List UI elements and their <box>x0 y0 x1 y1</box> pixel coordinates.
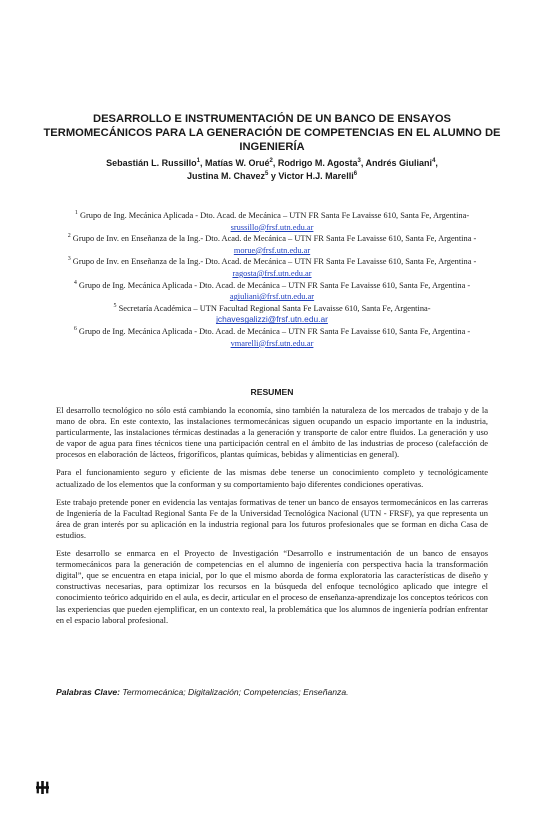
affiliation-sup: 5 <box>113 302 117 309</box>
author-name: Justina M. Chavez <box>186 171 265 181</box>
affiliation <box>60 303 484 326</box>
keywords-line <box>56 687 488 697</box>
paper-title: DESARROLLO E INSTRUMENTACIÓN DE UN BANCO DE ENSAYOS TERMOMECÁNICOS PARA LA GENERACIÓN DE COMPETENCIAS EN EL ALUMNO DE INGENIERÍA <box>43 113 501 153</box>
affiliation-text: Grupo de Inv. en Enseñanza de la Ing.- Dto. Acad. de Mecánica – UTN FR Santa Fe Lavaisse 610, Santa Fe, Argentina - <box>72 234 477 244</box>
affiliation-text: Grupo de Ing. Mecánica Aplicada - Dto. Acad. de Mecánica – UTN FR Santa Fe Lavaisse 610, Santa Fe, Argentina - <box>78 280 471 290</box>
email-link[interactable]: srussillo@frsf.utn.edu.ar <box>230 222 314 232</box>
author-sup: 6 <box>353 171 358 177</box>
affiliation <box>60 210 484 233</box>
author-sup: 1 <box>196 158 200 164</box>
author-sup: 5 <box>264 171 269 177</box>
affiliation-sup: 3 <box>67 256 71 263</box>
author-sup: 3 <box>357 158 361 164</box>
keywords-label: Palabras Clave: <box>56 687 121 697</box>
email-link[interactable]: vmarelli@frsf.utn.edu.ar <box>230 338 314 348</box>
affiliation <box>60 326 484 349</box>
email-link[interactable]: jchavesgalizzi@frsf.utn.edu.ar <box>216 314 328 325</box>
affiliation-text: Grupo de Ing. Mecánica Aplicada - Dto. Acad. de Mecánica – UTN FR Santa Fe Lavaisse 610, Santa Fe, Argentina - <box>78 326 471 336</box>
abstract-paragraph: Este trabajo pretende poner en evidencia las ventajas formativas de tener un banco de ensayos termomecánicos en las carreras de Ingeniería de la Facultad Regional Santa Fe de la Universidad Tecnológica Nacional (UTN - FRSF), ya que representa un área de gran interés por su aplicación en la industria regional para los futuros profesionales que se forman en dicha Casa de estudios. <box>56 496 488 540</box>
affiliation <box>60 233 484 256</box>
affiliation-text: Secretaría Académica – UTN Facultad Regional Santa Fe Lavaisse 610, Santa Fe, Argentina- <box>118 303 431 313</box>
author-name: Victor H.J. Marelli <box>278 171 354 181</box>
email-link[interactable]: morue@frsf.utn.edu.ar <box>233 245 311 255</box>
affiliation <box>60 256 484 279</box>
abstract-heading: RESUMEN <box>250 387 294 397</box>
affiliation-sup: 6 <box>73 326 77 333</box>
author-sup: 4 <box>432 158 436 164</box>
author-name: Andrés Giuliani <box>365 158 433 168</box>
abstract-body <box>56 405 488 633</box>
affiliation-sup: 2 <box>67 233 71 240</box>
author-list: Sebastián L. Russillo$^1$, Matías W. Orué$^2$, Rodrigo M. Agosta$^3$, Andrés Giuliani$^4$, Justina M. Chavez$^5$ y Victor H.J. Marelli$^6$ <box>106 158 438 181</box>
abstract-paragraph: Este desarrollo se enmarca en el Proyecto de Investigación “Desarrollo e instrumentación de un banco de ensayos termomecánicos para la generación de competencias en el alumno de ingeniería con perspectiva hacia la transformación digital”, que se encuentra en etapa inicial, por lo que el mismo aborda de forma exploratoria las características de diseño y constructivas necesarias, para optimizar los recursos en la búsqueda del enfoque tecnológico aplicado que integre el conocimiento teórico adquirido en el aula, es decir, articular en el proceso de enseñanza-aprendizaje los conceptos teóricos con las experiencias que pueden ejemplificar, en un contexto real, la problemática que los alumnos de ingeniería podrían enfrentar en el espacio laboral profesional. <box>56 548 488 625</box>
affiliation-text: Grupo de Inv. en Enseñanza de la Ing.- Dto. Acad. de Mecánica – UTN FR Santa Fe Lavaisse 610, Santa Fe, Argentina - <box>72 257 477 267</box>
author-name: Rodrigo M. Agosta <box>277 158 358 168</box>
affiliation-sup: 4 <box>73 279 77 286</box>
affiliation-sup: 1 <box>74 210 78 217</box>
affiliation-text: Grupo de Ing. Mecánica Aplicada - Dto. Acad. de Mecánica – UTN FR Santa Fe Lavaisse 610, Santa Fe, Argentina- <box>79 211 470 220</box>
author-name: Matías W. Orué <box>204 158 270 168</box>
affiliation <box>60 280 484 303</box>
abstract-paragraph: El desarrollo tecnológico no sólo está cambiando la economía, sino también la naturaleza de los mercados de trabajo y de la mano de obra. En este contexto, las instalaciones termomecánicas siguen ocupando un espacio importante en la industria, particularmente, las instalaciones térmicas destinadas a la generación y transporte de calor entre fluidos. La generación y uso de vapor de agua para fines técnicos tiene una participación central en el ámbito de las industrias de proceso (calefacción de procesos en elaboración de lácteos, frigoríficos, plantas químicas, bebidas y alimenticias en general). <box>56 405 488 460</box>
email-link[interactable]: ragosta@frsf.utn.edu.ar <box>232 268 312 278</box>
email-link[interactable]: agiuliani@frsf.utn.edu.ar <box>229 292 315 302</box>
keywords-text: Termomecánica; Digitalización; Competencias; Enseñanza. <box>122 687 349 697</box>
affiliation-list <box>60 210 484 349</box>
author-sup: 2 <box>269 158 273 164</box>
utn-logo-icon <box>36 781 49 794</box>
author-name: Sebastián L. Russillo <box>106 158 197 168</box>
abstract-paragraph: Para el funcionamiento seguro y eficiente de las mismas debe tenerse un conocimiento completo y tecnológicamente actualizado de los elementos que la conforman y su comportamiento bajo diferentes condiciones operativas. <box>56 467 488 489</box>
